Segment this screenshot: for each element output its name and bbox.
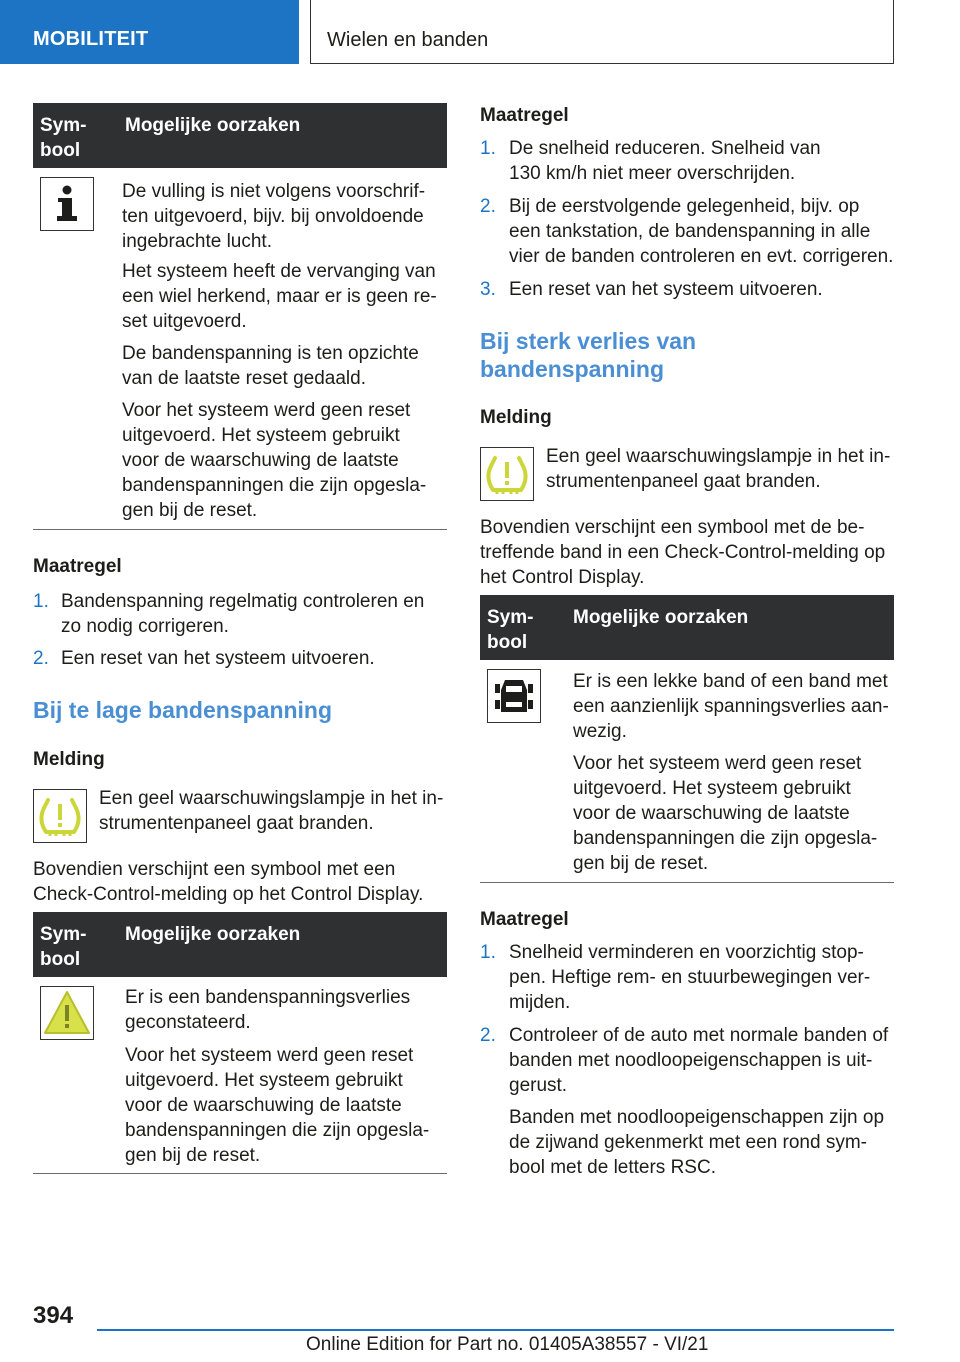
step-text: Snelheid verminderen en voorzichtig stop- pen. Heftige rem- en stuurbewegingen ver- mijden. (509, 942, 871, 1013)
action3-step-1 (480, 940, 894, 1015)
table3-col-causes: Mogelijke oorzaken (573, 607, 749, 628)
step-number: 2. (480, 196, 496, 217)
header-section: MOBILITEIT (33, 28, 149, 50)
table1-bottom-rule (33, 529, 447, 530)
step-number: 1. (480, 138, 496, 159)
section-low-melding: Melding (33, 749, 105, 770)
table2-col-causes: Mogelijke oorzaken (125, 924, 301, 945)
section-strong-warning: Een geel waarschuwingslampje in het in- strumentenpaneel gaat branden. (546, 446, 891, 492)
action-right-step-3 (480, 277, 894, 302)
table3-col-symbol: Sym- bool (487, 607, 534, 653)
header-title: Wielen en banden (327, 29, 489, 51)
section-low-warning: Een geel waarschuwingslampje in het in- strumentenpaneel gaat branden. (99, 788, 444, 834)
info-icon (40, 177, 94, 231)
section-strong-also: Bovendien verschijnt een symbool met de be- treffende band in een Check-Control-melding op het Control Display. (480, 517, 886, 588)
step-number: 2. (480, 1025, 496, 1046)
table3-para-1: Er is een lekke band of een band met een aanzienlijk spanningsverlies aan- wezig. (573, 671, 889, 742)
step-number: 2. (33, 648, 49, 669)
table1-col-symbol: Sym- bool (40, 115, 87, 161)
action-right-step-1 (480, 136, 894, 186)
action-right-step-2 (480, 194, 894, 269)
section-low-title: Bij te lage bandenspanning (33, 697, 333, 723)
table1-col-causes: Mogelijke oorzaken (125, 115, 301, 136)
action1-title: Maatregel (33, 556, 122, 577)
step-number: 3. (480, 279, 496, 300)
table3-bottom-rule (480, 882, 894, 883)
car-flat-tire-icon (487, 669, 541, 723)
table1-para-1: De vulling is niet volgens voorschrif- ten uitgevoerd, bijv. bij onvoldoende ingebrachte lucht. (122, 181, 426, 252)
table2-col-symbol: Sym- bool (40, 924, 87, 970)
step-text: Een reset van het systeem uitvoeren. (61, 648, 375, 669)
step-number: 1. (480, 942, 496, 963)
footer-edition: Online Edition for Part no. 01405A38557 - VI/21 (306, 1334, 709, 1355)
step-number: 1. (33, 591, 49, 612)
warning-triangle-icon (40, 986, 94, 1040)
step-text: Bij de eerstvolgende gelegenheid, bijv. op een tankstation, de bandenspanning in alle vier de banden controleren en evt. corrigeren. (509, 196, 894, 267)
table2-para-2: Voor het systeem werd geen reset uitgevoerd. Het systeem gebruikt voor de waarschuwing de laatste bandenspanningen die zijn opgesla- gen bij de reset. (125, 1045, 430, 1166)
action1-step-2 (33, 646, 447, 671)
tire-pressure-warning-icon (480, 447, 534, 501)
step-text: Bandenspanning regelmatig controleren en zo nodig corrigeren. (61, 591, 425, 637)
action-right-title: Maatregel (480, 105, 569, 126)
step-text: Controleer of de auto met normale banden of banden met noodloopeigenschappen is uit- gerust. (509, 1025, 889, 1096)
step-text: De snelheid reduceren. Snelheid van 130 km/h niet meer overschrijden. (509, 138, 821, 184)
action1-step-1 (33, 589, 447, 639)
header-section-tab (0, 0, 299, 64)
section-strong-title: Bij sterk verlies van bandenspanning (480, 328, 697, 382)
action3-extra: Banden met noodloopeigenschappen zijn op de zijwand gekenmerkt met een rond sym- bool met de letters RSC. (509, 1107, 885, 1178)
table1-para-2: Het systeem heeft de vervanging van een wiel herkend, maar er is geen re- set uitgevoerd. (122, 261, 437, 332)
table2-bottom-rule (33, 1173, 447, 1174)
header-title-box (310, 0, 894, 64)
table1-header (33, 103, 447, 168)
table1-para-4: Voor het systeem werd geen reset uitgevoerd. Het systeem gebruikt voor de waarschuwing de laatste bandenspanningen die zijn opgesla- gen bij de reset. (122, 400, 427, 521)
section-low-also: Bovendien verschijnt een symbool met een Check-Control-melding op het Control Display. (33, 859, 424, 905)
table1-para-3: De bandenspanning is ten opzichte van de laatste reset gedaald. (122, 343, 419, 389)
tire-pressure-warning-icon (33, 789, 87, 843)
step-text: Een reset van het systeem uitvoeren. (509, 279, 823, 300)
table2-para-1: Er is een bandenspanningsverlies geconstateerd. (125, 987, 411, 1033)
action3-title: Maatregel (480, 909, 569, 930)
table3-header (480, 595, 894, 660)
footer-rule (97, 1329, 894, 1331)
section-strong-melding: Melding (480, 407, 552, 428)
action3-step-2 (480, 1023, 894, 1098)
table3-para-2: Voor het systeem werd geen reset uitgevoerd. Het systeem gebruikt voor de waarschuwing de laatste bandenspanningen die zijn opgesla- gen bij de reset. (573, 753, 878, 874)
table2-header (33, 912, 447, 977)
page-number: 394 (33, 1302, 74, 1329)
